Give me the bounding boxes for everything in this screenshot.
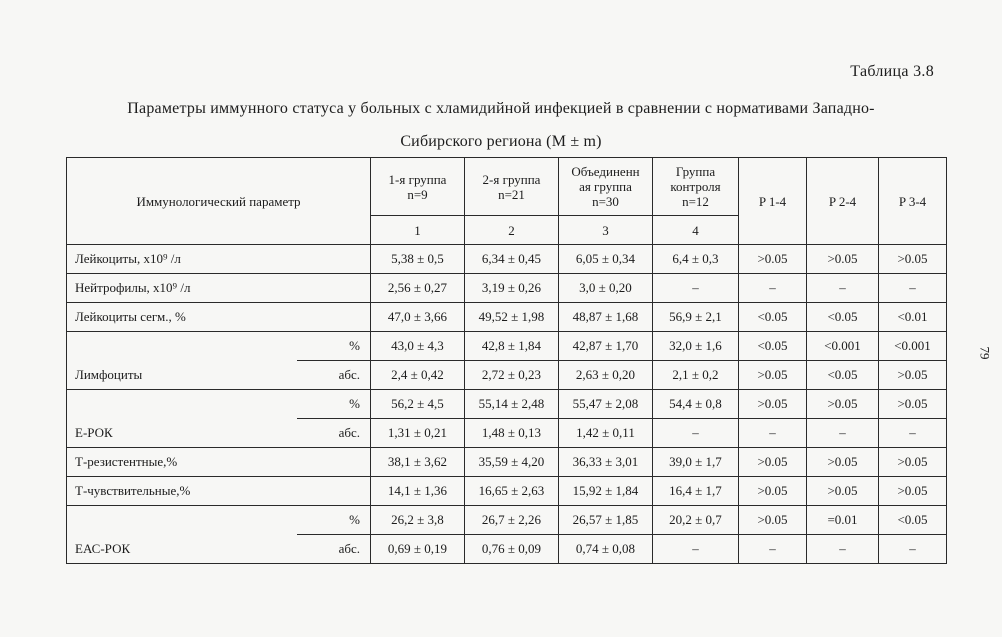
- header-num-3: 3: [559, 216, 653, 245]
- row-sublabel: абс.: [297, 535, 371, 564]
- header-num-1: 1: [371, 216, 465, 245]
- cell: >0.05: [879, 448, 947, 477]
- table-row: [67, 535, 947, 564]
- cell: –: [879, 274, 947, 303]
- header-p-1-4: P 1-4: [739, 158, 807, 245]
- cell: –: [653, 274, 739, 303]
- cell: >0.05: [879, 245, 947, 274]
- table-title-line-1: Параметры иммунного статуса у больных с хламидийной инфекцией в сравнении с нормативами Западно-: [127, 100, 875, 117]
- header-num-2: 2: [465, 216, 559, 245]
- row-label-empty: [67, 332, 297, 361]
- cell: >0.05: [739, 477, 807, 506]
- cell: >0.05: [807, 448, 879, 477]
- cell: 2,72 ± 0,23: [465, 361, 559, 390]
- cell: 6,34 ± 0,45: [465, 245, 559, 274]
- cell: –: [739, 419, 807, 448]
- cell: <0.05: [807, 361, 879, 390]
- row-label: Лейкоциты сегм., %: [67, 303, 371, 332]
- header-group-2: [465, 158, 559, 216]
- header-group-control-line: Группа: [675, 164, 716, 179]
- header-group-combined-line: n=30: [592, 194, 619, 209]
- cell: >0.05: [879, 390, 947, 419]
- cell: 38,1 ± 3,62: [371, 448, 465, 477]
- header-group-2-line: 2-я группа: [482, 171, 541, 187]
- cell: >0.05: [739, 506, 807, 535]
- cell: 56,9 ± 2,1: [653, 303, 739, 332]
- cell: 32,0 ± 1,6: [653, 332, 739, 361]
- header-param: Иммунологический параметр: [67, 158, 371, 245]
- cell: 0,76 ± 0,09: [465, 535, 559, 564]
- cell: 15,92 ± 1,84: [559, 477, 653, 506]
- immune-status-table: [66, 157, 947, 564]
- cell: 16,4 ± 1,7: [653, 477, 739, 506]
- cell: 0,74 ± 0,08: [559, 535, 653, 564]
- cell: 56,2 ± 4,5: [371, 390, 465, 419]
- table-row: [67, 274, 947, 303]
- table-row: [67, 332, 947, 361]
- row-label: Т-чувствительные,%: [67, 477, 371, 506]
- row-sublabel: %: [297, 332, 371, 361]
- cell: >0.05: [739, 361, 807, 390]
- table-title: [0, 92, 1002, 158]
- cell: >0.05: [739, 245, 807, 274]
- cell: =0.01: [807, 506, 879, 535]
- cell: <0.01: [879, 303, 947, 332]
- cell: 1,48 ± 0,13: [465, 419, 559, 448]
- cell: 26,7 ± 2,26: [465, 506, 559, 535]
- header-p-3-4: P 3-4: [879, 158, 947, 245]
- cell: –: [807, 274, 879, 303]
- table-caption: Таблица 3.8: [850, 63, 934, 80]
- header-group-1-line: n=9: [407, 186, 428, 202]
- cell: >0.05: [739, 448, 807, 477]
- cell: –: [653, 419, 739, 448]
- cell: –: [739, 274, 807, 303]
- header-group-combined: [559, 158, 653, 216]
- cell: 14,1 ± 1,36: [371, 477, 465, 506]
- cell: 2,4 ± 0,42: [371, 361, 465, 390]
- table-row: [67, 245, 947, 274]
- row-label: Е-РОК: [67, 419, 297, 448]
- cell: 1,42 ± 0,11: [559, 419, 653, 448]
- header-group-control-line: n=12: [682, 194, 709, 209]
- table-row: [67, 303, 947, 332]
- cell: 26,2 ± 3,8: [371, 506, 465, 535]
- cell: <0.05: [879, 506, 947, 535]
- cell: –: [739, 535, 807, 564]
- cell: <0.05: [739, 332, 807, 361]
- header-group-combined-line: ая группа: [579, 179, 632, 194]
- header-group-combined-line: Объединенн: [571, 164, 640, 179]
- cell: 3,0 ± 0,20: [559, 274, 653, 303]
- cell: 2,1 ± 0,2: [653, 361, 739, 390]
- cell: <0.001: [807, 332, 879, 361]
- cell: 55,14 ± 2,48: [465, 390, 559, 419]
- header-group-control: [653, 158, 739, 216]
- cell: 2,63 ± 0,20: [559, 361, 653, 390]
- row-label: Нейтрофилы, х10⁹ /л: [67, 274, 371, 303]
- row-label-empty: [67, 506, 297, 535]
- cell: 26,57 ± 1,85: [559, 506, 653, 535]
- header-group-1-line: 1-я группа: [388, 171, 447, 187]
- row-label: Лейкоциты, х10⁹ /л: [67, 245, 371, 274]
- cell: –: [807, 535, 879, 564]
- cell: –: [879, 419, 947, 448]
- row-label: Т-резистентные,%: [67, 448, 371, 477]
- cell: >0.05: [807, 245, 879, 274]
- page-number: 79: [977, 346, 993, 360]
- row-label: ЕАС-РОК: [67, 535, 297, 564]
- table-row: [67, 506, 947, 535]
- cell: >0.05: [879, 477, 947, 506]
- header-group-2-line: n=21: [498, 186, 525, 202]
- header-group-1: [371, 158, 465, 216]
- cell: 47,0 ± 3,66: [371, 303, 465, 332]
- cell: 39,0 ± 1,7: [653, 448, 739, 477]
- cell: 42,8 ± 1,84: [465, 332, 559, 361]
- cell: 55,47 ± 2,08: [559, 390, 653, 419]
- cell: >0.05: [807, 390, 879, 419]
- cell: 1,31 ± 0,21: [371, 419, 465, 448]
- table-row: [67, 477, 947, 506]
- cell: >0.05: [879, 361, 947, 390]
- header-row: [67, 158, 947, 216]
- cell: 5,38 ± 0,5: [371, 245, 465, 274]
- table-title-line-2: Сибирского региона (M ± m): [400, 133, 602, 150]
- cell: >0.05: [739, 390, 807, 419]
- cell: –: [807, 419, 879, 448]
- table-row: [67, 448, 947, 477]
- row-sublabel: %: [297, 390, 371, 419]
- cell: >0.05: [807, 477, 879, 506]
- cell: 35,59 ± 4,20: [465, 448, 559, 477]
- cell: 49,52 ± 1,98: [465, 303, 559, 332]
- cell: –: [653, 535, 739, 564]
- cell: <0.001: [879, 332, 947, 361]
- cell: 0,69 ± 0,19: [371, 535, 465, 564]
- cell: 43,0 ± 4,3: [371, 332, 465, 361]
- table-row: [67, 419, 947, 448]
- row-sublabel: абс.: [297, 419, 371, 448]
- row-sublabel: %: [297, 506, 371, 535]
- table-row: [67, 361, 947, 390]
- cell: 6,05 ± 0,34: [559, 245, 653, 274]
- header-num-4: 4: [653, 216, 739, 245]
- table-row: [67, 390, 947, 419]
- row-label-empty: [67, 390, 297, 419]
- cell: 6,4 ± 0,3: [653, 245, 739, 274]
- cell: 42,87 ± 1,70: [559, 332, 653, 361]
- cell: 20,2 ± 0,7: [653, 506, 739, 535]
- cell: –: [879, 535, 947, 564]
- cell: 48,87 ± 1,68: [559, 303, 653, 332]
- cell: 2,56 ± 0,27: [371, 274, 465, 303]
- row-label: Лимфоциты: [67, 361, 297, 390]
- header-p-2-4: P 2-4: [807, 158, 879, 245]
- cell: <0.05: [807, 303, 879, 332]
- row-sublabel: абс.: [297, 361, 371, 390]
- cell: 36,33 ± 3,01: [559, 448, 653, 477]
- header-group-control-line: контроля: [670, 179, 721, 194]
- cell: 3,19 ± 0,26: [465, 274, 559, 303]
- cell: <0.05: [739, 303, 807, 332]
- cell: 54,4 ± 0,8: [653, 390, 739, 419]
- cell: 16,65 ± 2,63: [465, 477, 559, 506]
